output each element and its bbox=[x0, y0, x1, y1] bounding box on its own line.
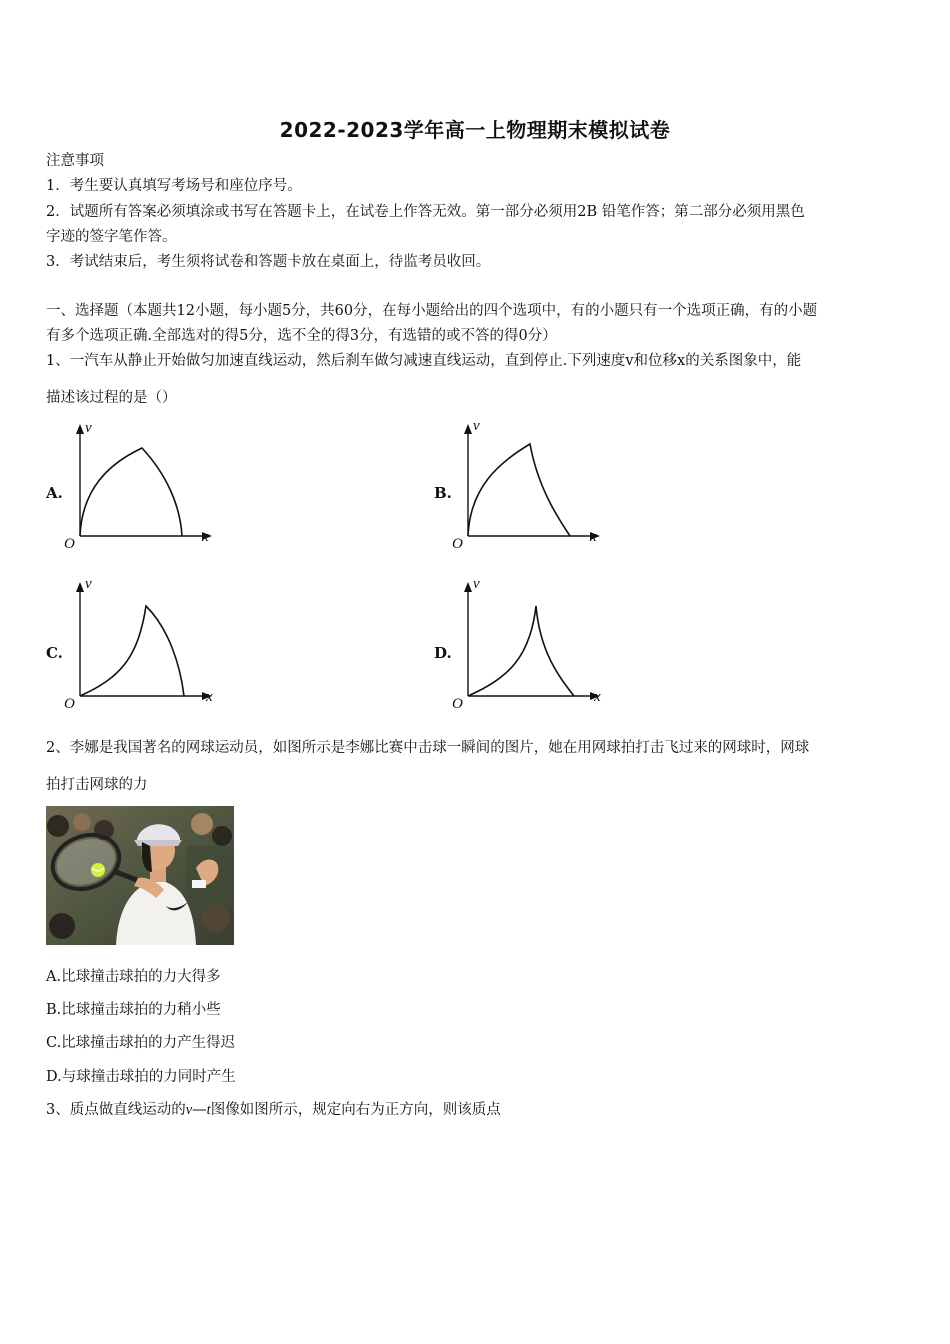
q1-option-a-graph bbox=[60, 418, 230, 558]
q3-expr-t: t bbox=[206, 1102, 211, 1118]
q2-stem-line1: 2、李娜是我国著名的网球运动员，如图所示是李娜比赛中击球一瞬间的图片，她在用网球拍打击飞过来的网球时，网球 bbox=[46, 740, 810, 756]
q2-choice-b[interactable]: B.比球撞击球拍的力稍小些 bbox=[46, 1002, 221, 1018]
section-intro-line2: 有多个选项正确.全部选对的得5分，选不全的得3分，有选错的或不答的得0分） bbox=[46, 328, 557, 344]
tennis-player-photo bbox=[46, 806, 234, 945]
q1-option-d-graph bbox=[448, 578, 618, 718]
axis-x-label: x bbox=[594, 689, 601, 705]
axis-v-label: v bbox=[85, 576, 92, 592]
q1-option-b-label[interactable]: B. bbox=[434, 484, 452, 502]
axis-v-label: v bbox=[473, 418, 480, 434]
notice-item-3: 3．考试结束后，考生须将试卷和答题卡放在桌面上，待监考员收回。 bbox=[46, 254, 491, 270]
origin-label: O bbox=[452, 536, 463, 552]
q1-option-a-label[interactable]: A. bbox=[46, 484, 63, 502]
axis-x-label: x bbox=[202, 529, 209, 545]
origin-label: O bbox=[64, 696, 75, 712]
q2-choice-a[interactable]: A.比球撞击球拍的力大得多 bbox=[46, 969, 221, 985]
q2-choice-c[interactable]: C.比球撞击球拍的力产生得迟 bbox=[46, 1035, 236, 1051]
q1-stem-line1: 1、一汽车从静止开始做匀加速直线运动，然后刹车做匀减速直线运动，直到停止.下列速度v和位移x的关系图象中，能 bbox=[46, 353, 802, 369]
q3-stem-suffix: 图像如图所示，规定向右为正方向，则该质点 bbox=[210, 1102, 501, 1118]
axis-x-label: x bbox=[590, 529, 597, 545]
origin-label: O bbox=[64, 536, 75, 552]
q1-option-c-graph bbox=[60, 578, 230, 718]
q1-stem-line2: 描述该过程的是（） bbox=[46, 390, 177, 406]
page-title: 2022-2023学年高一上物理期末模拟试卷 bbox=[279, 118, 671, 142]
section-intro-line1: 一、选择题（本题共12小题，每小题5分，共60分，在每小题给出的四个选项中，有的小题只有一个选项正确，有的小题 bbox=[46, 303, 818, 319]
notice-item-2: 2．试题所有答案必须填涂或书写在答题卡上，在试卷上作答无效。第一部分必须用2B 铅笔作答；第二部分必须用黑色 bbox=[46, 204, 805, 220]
q1-option-b-graph bbox=[448, 418, 618, 558]
q3-stem bbox=[46, 1100, 908, 1120]
q2-stem-line2: 拍打击网球的力 bbox=[46, 777, 148, 793]
q3-expr-dash: — bbox=[192, 1102, 207, 1118]
axis-x-label: x bbox=[206, 689, 213, 705]
notice-heading: 注意事项 bbox=[46, 153, 104, 169]
axis-v-label: v bbox=[473, 576, 480, 592]
q3-expr-v: v bbox=[185, 1102, 193, 1118]
q1-option-d-label[interactable]: D. bbox=[434, 644, 452, 662]
notice-item-1: 1．考生要认真填写考场号和座位序号。 bbox=[46, 178, 302, 194]
q2-choice-d[interactable]: D.与球撞击球拍的力同时产生 bbox=[46, 1069, 236, 1085]
notice-item-2-cont: 字迹的签字笔作答。 bbox=[46, 229, 177, 245]
q1-option-c-label[interactable]: C. bbox=[46, 644, 63, 662]
axis-v-label: v bbox=[85, 420, 92, 436]
origin-label: O bbox=[452, 696, 463, 712]
q3-stem-prefix: 3、质点做直线运动的 bbox=[46, 1102, 186, 1118]
